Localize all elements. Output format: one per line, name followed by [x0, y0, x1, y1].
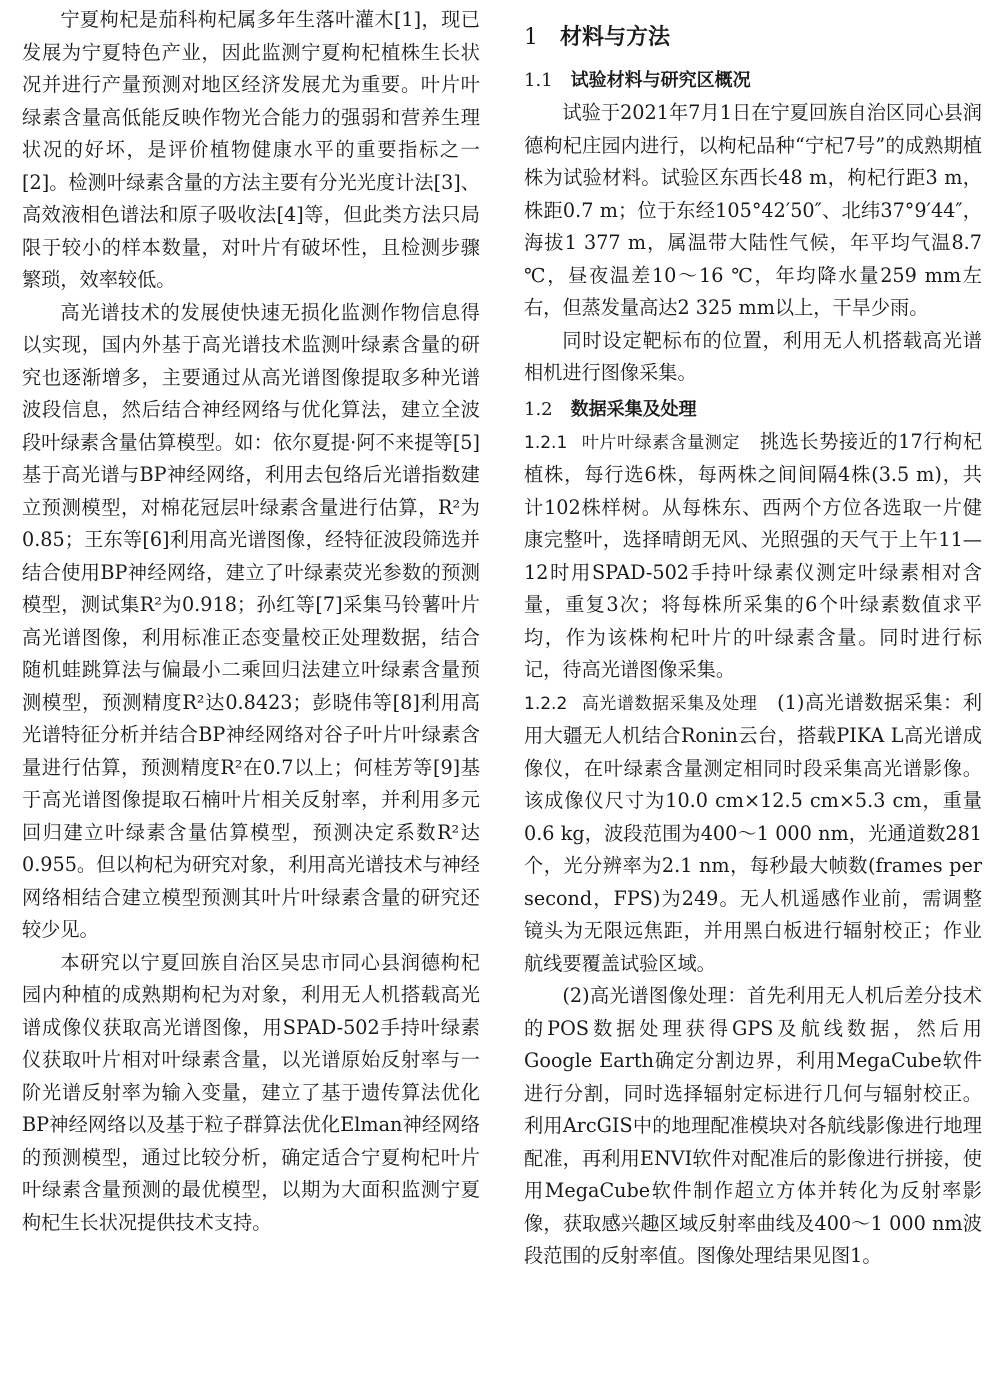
section-title: 材料与方法 — [560, 24, 671, 50]
chlorophyll-paragraph — [524, 426, 982, 687]
materials-paragraph: 试验于2021年7月1日在宁夏回族自治区同心县润德枸杞庄园内进行，以枸杞品种“宁杞7号”的成熟期植株为试验材料。试验区东西长48 m，枸杞行距3 m，株距0.7 m；位于东经105°42′50″、北纬37°9′44″，海拔1 377 m，属温带大陆性气候，年平均气温8.7 ℃，昼夜温差10～16 ℃，年均降水量259 mm左右，但蒸发量高达2 325 mm以上，干旱少雨。 — [524, 101, 982, 319]
intro-paragraph-2: 高光谱技术的发展使快速无损化监测作物信息得以实现，国内外基于高光谱技术监测叶绿素含量的研究也逐渐增多，主要通过从高光谱图像提取多种光谱波段信息，然后结合神经网络与优化算法，建立全波段叶绿素含量估算模型。如：依尔夏提·阿不来提等[5]基于高光谱与BP神经网络，利用去包络后光谱指数建立预测模型，对棉花冠层叶绿素含量进行估算，R²为0.85；王东等[6]利用高光谱图像，经特征波段筛选并结合使用BP神经网络，建立了叶绿素荧光参数的预测模型，测试集R²为0.918；孙红等[7]采集马铃薯叶片高光谱图像，利用标准正态变量校正处理数据，结合随机蛙跳算法与偏最小二乘回归法建立叶绿素含量预测模型，预测精度R²达0.8423；彭晓伟等[8]利用高光谱特征分析并结合BP神经网络对谷子叶片叶绿素含量进行估算，预测精度R²在0.7以上；何桂芳等[9]基于高光谱图像提取石楠叶片相关反射率，并利用多元回归建立叶绿素含量估算模型，预测决定系数R²达0.955。但以枸杞为研究对象，利用高光谱技术与神经网络相结合建立模型预测其叶片叶绿素含量的研究还较少见。 — [22, 300, 480, 941]
target-paragraph: 同时设定靶标布的位置，利用无人机搭载高光谱相机进行图像采集。 — [524, 328, 982, 384]
hyperspectral-paragraph — [524, 687, 982, 981]
intro-paragraph-3: 本研究以宁夏回族自治区吴忠市同心县润德枸杞园内种植的成熟期枸杞为对象，利用无人机搭载高光谱成像仪获取高光谱图像，用SPAD-502手持叶绿素仪获取叶片相对叶绿素含量，以光谱原始反射率与一阶光谱反射率为输入变量，建立了基于遗传算法优化BP神经网络以及基于粒子群算法优化Elman神经网络的预测模型，通过比较分析，确定适合宁夏枸杞叶片叶绿素含量预测的最优模型，以期为大面积监测宁夏枸杞生长状况提供技术支持。 — [22, 950, 480, 1234]
left-column — [22, 4, 480, 1239]
subsubsection-heading-1-2-2 — [524, 694, 757, 714]
section-number: 1 — [524, 25, 538, 50]
subsection-heading-1-1 — [524, 65, 982, 97]
intro-paragraph-1: 宁夏枸杞是茄科枸杞属多年生落叶灌木[1]，现已发展为宁夏特色产业，因此监测宁夏枸杞植株生长状况并进行产量预测对地区经济发展尤为重要。叶片叶绿素含量高低能反映作物光合能力的强弱和营养生理状况的好坏，是评价植物健康水平的重要指标之一[2]。检测叶绿素含量的方法主要有分光光度计法[3]、高效液相色谱法和原子吸收法[4]等，但此类方法只局限于较小的样本数量，对叶片有破坏性，且检测步骤繁琐，效率较低。 — [22, 8, 480, 291]
subsection-number: 1.2 — [524, 398, 553, 420]
subsubsection-title: 叶片叶绿素含量测定 — [581, 432, 741, 453]
subsection-title: 试验材料与研究区概况 — [570, 70, 751, 91]
subsubsection-number: 1.2.1 — [524, 432, 568, 453]
subsubsection-heading-1-2-1 — [524, 433, 740, 453]
hyperspectral-text: (1)高光谱数据采集：利用大疆无人机结合Ronin云台，搭载PIKA L高光谱成像仪，在叶绿素含量测定相同时段采集高光谱影像。该成像仪尺寸为10.0 cm×12.5 cm×5.3 cm，重量0.6 kg，波段范围为400～1 000 nm，光通道数281个，光分辨率为2.1 nm，每秒最大帧数(frames per second，FPS)为249。无人机遥感作业前，需调整镜头为无限远焦距，并用黑白板进行辐射校正；作业航线要覆盖试验区域。 — [524, 690, 983, 975]
section-heading-1 — [524, 22, 982, 53]
chlorophyll-text: 挑选长势接近的17行枸杞植株，每行选6株，每两株之间间隔4株(3.5 m)，共计102株样树。从每株东、西两个方位各选取一片健康完整叶，选择晴朗无风、光照强的天气于上午11—12时用SPAD-502手持叶绿素仪测定叶绿素相对含量，重复3次；将每株所采集的6个叶绿素数值求平均，作为该株枸杞叶片的叶绿素含量。同时进行标记，待高光谱图像采集。 — [524, 429, 983, 681]
subsubsection-number: 1.2.2 — [524, 693, 568, 714]
subsubsection-title: 高光谱数据采集及处理 — [581, 693, 758, 714]
subsection-title: 数据采集及处理 — [570, 398, 697, 420]
subsection-heading-1-2 — [524, 394, 982, 426]
right-column — [524, 4, 982, 1273]
image-processing-paragraph: (2)高光谱图像处理：首先利用无人机后差分技术的POS数据处理获得GPS及航线数据，然后用Google Earth确定分割边界，利用MegaCube软件进行分割，同时选择辐射定标进行几何与辐射校正。利用ArcGIS中的地理配准模块对各航线影像进行地理配准，再利用ENVI软件对配准后的影像进行拼接，使用MegaCube软件制作超立方体并转化为反射率影像，获取感兴趣区域反射率曲线及400～1 000 nm波段范围的反射率值。图像处理结果见图1。 — [524, 984, 982, 1267]
subsection-number: 1.1 — [524, 70, 553, 91]
